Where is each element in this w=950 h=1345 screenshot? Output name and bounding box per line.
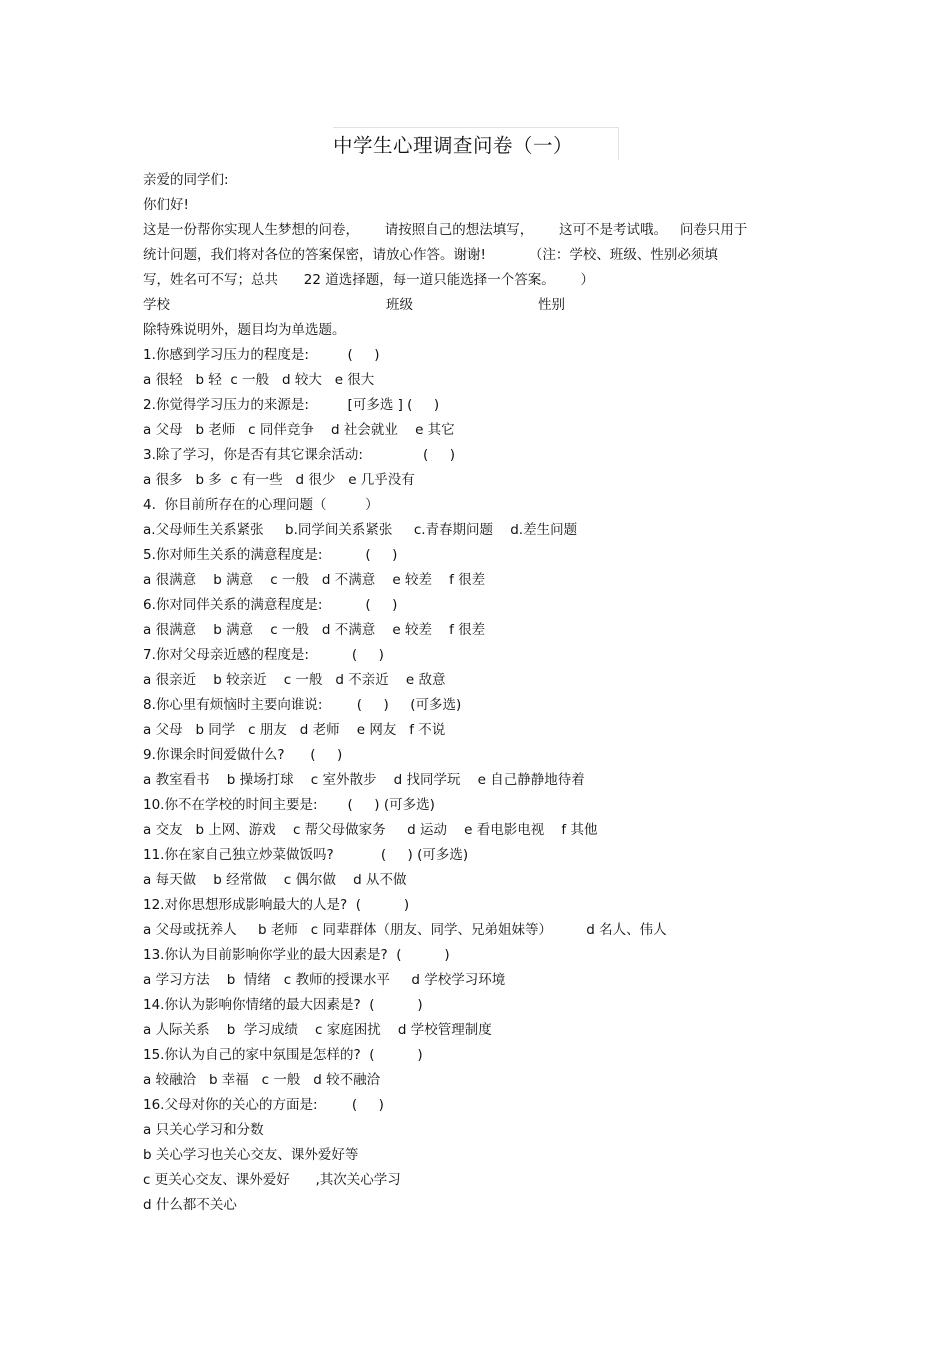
page-title: 中学生心理调查问卷（一） [333, 134, 574, 157]
question-text: 11.你在家自己独立炒菜做饭吗? ( ) (可多选) [143, 847, 469, 863]
question-text: 5.你对师生关系的满意程度是: ( ) [143, 547, 398, 563]
greeting-hello: 你们好! [143, 197, 189, 213]
answer-options: a 人际关系 b 学习成绩 c 家庭困扰 d 学校管理制度 [143, 1022, 492, 1038]
answer-options: a 很满意 b 满意 c 一般 d 不满意 e 较差 f 很差 [143, 572, 486, 588]
question-text: 8.你心里有烦恼时主要向谁说: ( ) (可多选) [143, 697, 462, 713]
question-text: 14.你认为影响你情绪的最大因素是? ( ) [143, 997, 423, 1013]
answer-options: a 很轻 b 轻 c 一般 d 较大 e 很大 [143, 372, 375, 388]
question-list [143, 343, 843, 1218]
answer-options: a 较融洽 b 幸福 c 一般 d 较不融洽 [143, 1072, 381, 1088]
greeting: 亲爱的同学们: [143, 172, 229, 188]
question-text: 4. 你目前所存在的心理问题（ ） [143, 497, 379, 513]
answer-options: a 教室看书 b 操场打球 c 室外散步 d 找同学玩 e 自己静静地待着 [143, 772, 585, 788]
title-box [333, 127, 619, 160]
intro-paragraph-line: 写，姓名可不写；总共 22 道选择题，每一道只能选择一个答案。 ） [143, 272, 594, 288]
answer-options: a 父母 b 同学 c 朋友 d 老师 e 网友 f 不说 [143, 722, 446, 738]
answer-options: a 交友 b 上网、游戏 c 帮父母做家务 d 运动 e 看电影电视 f 其他 [143, 822, 598, 838]
question-text: 1.你感到学习压力的程度是: ( ) [143, 347, 380, 363]
intro-paragraph-line: 统计问题，我们将对各位的答案保密，请放心作答。谢谢! （注：学校、班级、性别必须填 [143, 247, 718, 263]
school-label: 学校 [143, 297, 170, 313]
question-text: 13.你认为目前影响你学业的最大因素是? ( ) [143, 947, 450, 963]
question-text: 9.你课余时间爱做什么? ( ) [143, 747, 343, 763]
answer-options: a 很多 b 多 c 有一些 d 很少 e 几乎没有 [143, 472, 415, 488]
answer-options: a 很亲近 b 较亲近 c 一般 d 不亲近 e 敌意 [143, 672, 446, 688]
document-body [143, 168, 843, 1218]
instruction-note: 除特殊说明外，题目均为单选题。 [143, 322, 346, 338]
answer-options: a 很满意 b 满意 c 一般 d 不满意 e 较差 f 很差 [143, 622, 486, 638]
answer-options: a 学习方法 b 情绪 c 教师的授课水平 d 学校学习环境 [143, 972, 506, 988]
answer-options: a 只关心学习和分数 [143, 1122, 264, 1138]
question-text: 15.你认为自己的家中氛围是怎样的? ( ) [143, 1047, 423, 1063]
answer-options: a 父母或抚养人 b 老师 c 同辈群体（朋友、同学、兄弟姐妹等） d 名人、伟人 [143, 922, 667, 938]
question-text: 16.父母对你的关心的方面是: ( ) [143, 1097, 384, 1113]
class-label: 班级 [386, 297, 413, 313]
question-text: 12.对你思想形成影响最大的人是? ( ) [143, 897, 410, 913]
answer-options: a 父母 b 老师 c 同伴竞争 d 社会就业 e 其它 [143, 422, 455, 438]
answer-options: a.父母师生关系紧张 b.同学间关系紧张 c.青春期问题 d.差生问题 [143, 522, 578, 538]
question-text: 2.你觉得学习压力的来源是: [可多选 ] ( ) [143, 397, 440, 413]
answer-options: d 什么都不关心 [143, 1197, 237, 1213]
answer-options: a 每天做 b 经常做 c 偶尔做 d 从不做 [143, 872, 407, 888]
question-text: 10.你不在学校的时间主要是: ( ) (可多选) [143, 797, 435, 813]
question-text: 3.除了学习，你是否有其它课余活动: ( ) [143, 447, 455, 463]
answer-options: b 关心学习也关心交友、课外爱好等 [143, 1147, 359, 1163]
question-text: 6.你对同伴关系的满意程度是: ( ) [143, 597, 398, 613]
question-text: 7.你对父母亲近感的程度是: ( ) [143, 647, 384, 663]
answer-options: c 更关心交友、课外爱好 ,其次关心学习 [143, 1172, 401, 1188]
gender-label: 性别 [538, 297, 565, 313]
intro-paragraph-line: 这是一份帮你实现人生梦想的问卷， 请按照自己的想法填写， 这可不是考试哦。 问卷只用于 [143, 222, 748, 238]
info-fields-row [143, 293, 843, 318]
